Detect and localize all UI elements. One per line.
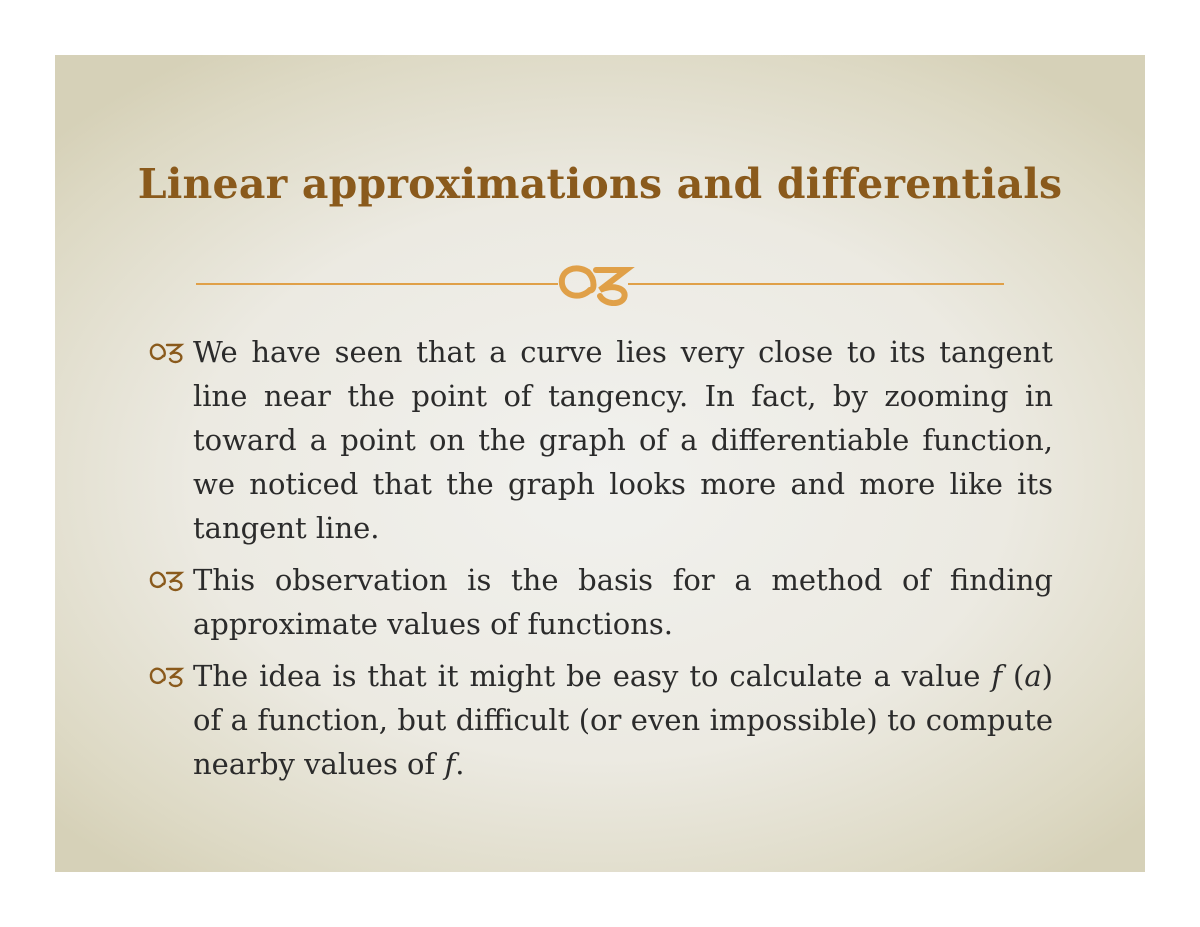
bullet-text-segment: ) of a function, but difficult (or even impossible) to compute nearby values of [193, 659, 1053, 781]
ornament-icon [148, 339, 188, 367]
bullet-text-segment: . [455, 747, 465, 781]
ornament-icon [148, 663, 188, 691]
bullet-list [148, 330, 1053, 794]
bullet-item [148, 558, 1053, 646]
title-divider [196, 262, 1004, 306]
bullet-item [148, 654, 1053, 786]
bullet-text: This observation is the basis for a method of finding approximate values of functions. [193, 563, 1053, 641]
ornament-icon [562, 268, 626, 303]
bullet-text: We have seen that a curve lies very close to its tangent line near the point of tangency. In fact, by zooming in toward a point on the graph of a differentiable function, we noticed that the graph looks more and more like its tangent line. [193, 335, 1053, 545]
slide-title: Linear approximations and differentials [137, 160, 1063, 208]
bullet-text [193, 659, 1053, 781]
bullet-text-segment: The idea is that it might be easy to calculate a value [193, 659, 992, 693]
math-variable: a [1024, 659, 1042, 693]
bullet-text-segment: ( [1002, 659, 1025, 693]
math-variable: f [991, 659, 1003, 693]
ornament-icon [148, 567, 188, 595]
bullet-item [148, 330, 1053, 550]
math-variable: f [444, 747, 456, 781]
